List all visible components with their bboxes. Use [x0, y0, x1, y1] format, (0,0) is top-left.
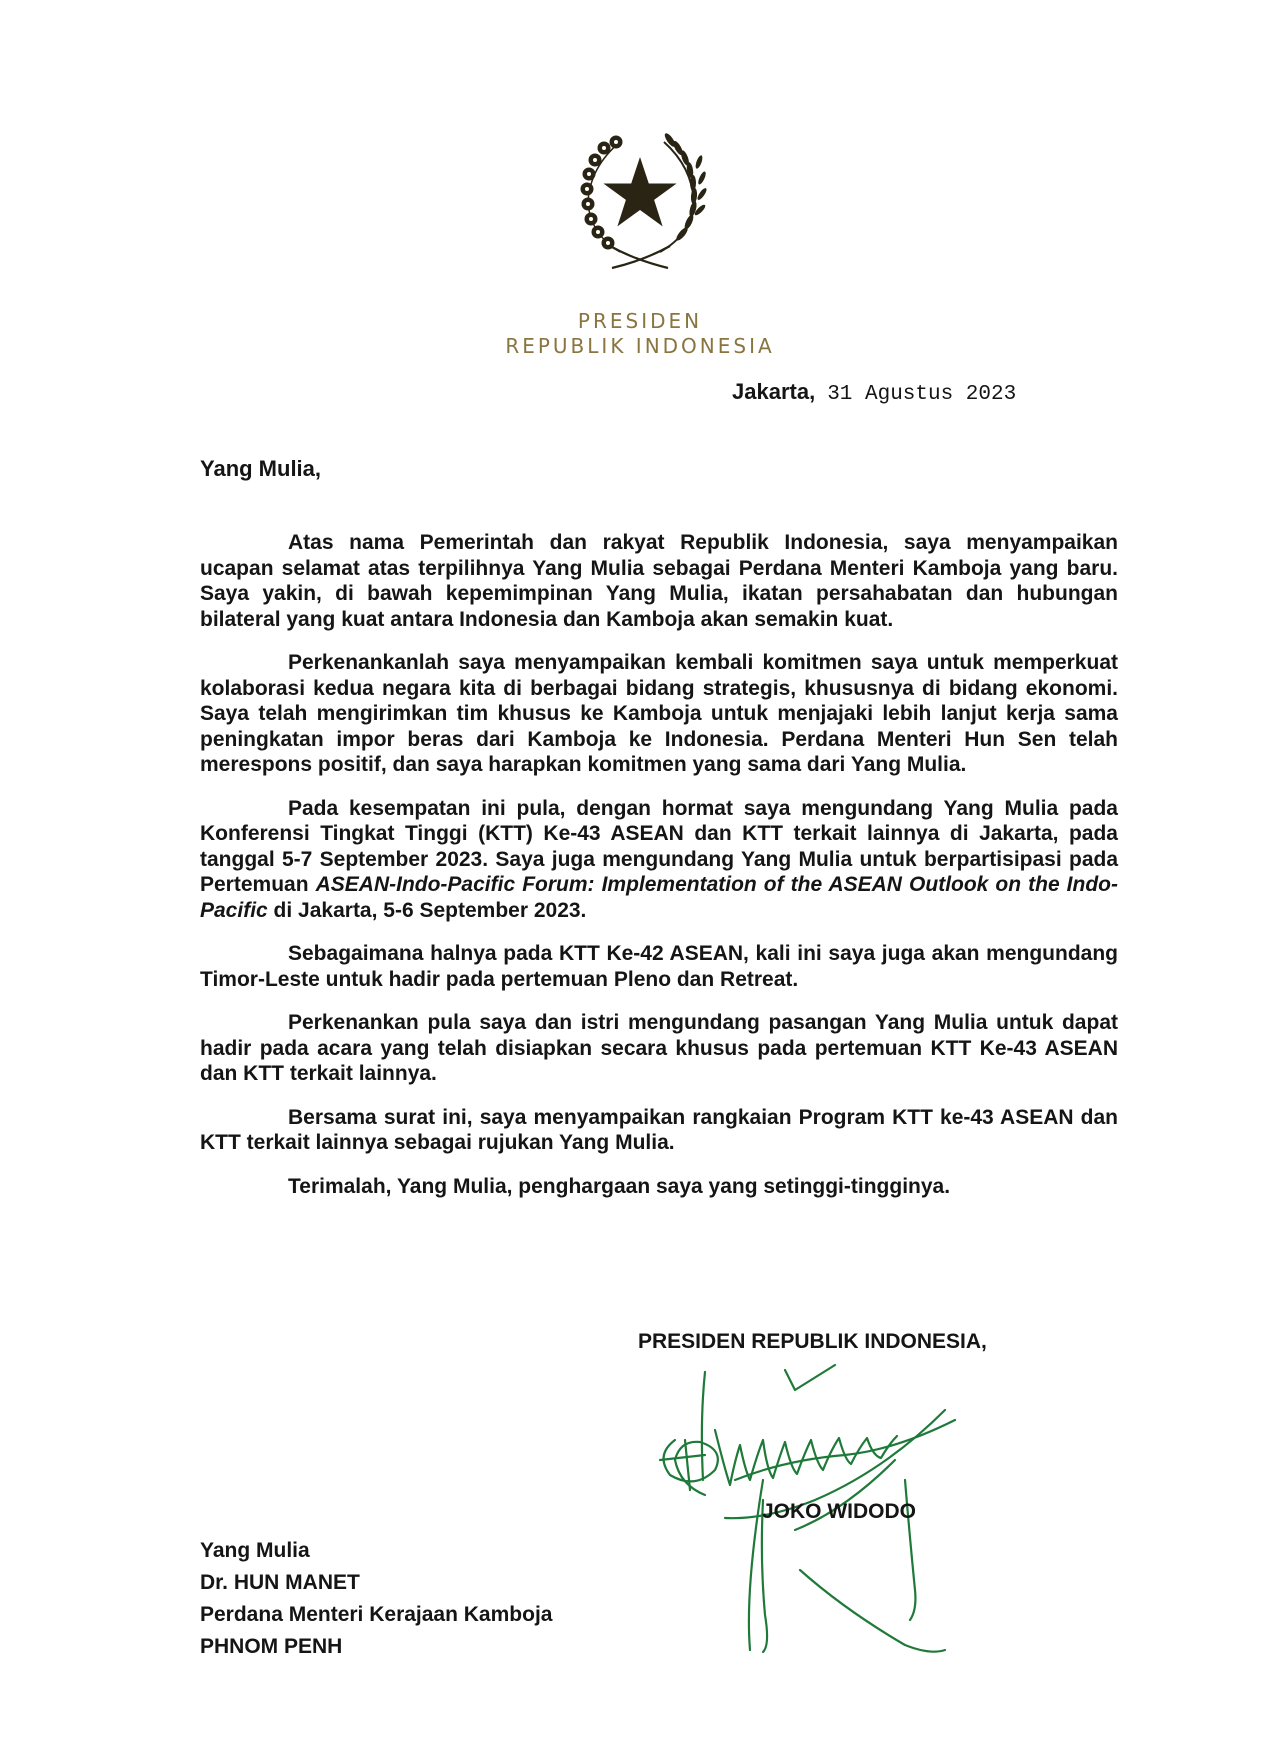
salutation: Yang Mulia,: [200, 456, 322, 481]
paragraph: Bersama surat ini, saya menyampaikan rangkaian Program KTT ke-43 ASEAN dan KTT terkait lainnya sebagai rujukan Yang Mulia.: [200, 1105, 1118, 1154]
closing-title: PRESIDEN REPUBLIK INDONESIA,: [638, 1330, 987, 1353]
paragraph-text: Pada kesempatan ini pula, dengan hormat saya mengundang Yang Mulia pada Konferensi Tingkat Tinggi (KTT) Ke-43 ASEAN dan KTT terkait lainnya di Jakarta, pada tanggal 5-7 September 2023. Saya juga mengundang Yang Mulia untuk berpartisipasi pada Pertemuan: [200, 796, 1118, 896]
addressee-city: PHNOM PENH: [200, 1635, 343, 1658]
paragraph: Perkenankanlah saya menyampaikan kembali komitmen saya untuk memperkuat kolaborasi kedua negara kita di berbagai bidang strategis, khususnya di bidang ekonomi. Saya telah mengirimkan tim khusus ke Kamboja untuk menjajaki lebih lanjut kerja sama peningkatan impor beras dari Kamboja ke Indonesia. Perdana Menteri Hun Sen telah merespons positif, dan saya harapkan komitmen yang sama dari Yang Mulia.: [200, 651, 1118, 776]
addressee-block: [200, 1535, 552, 1663]
addressee-name: Dr. HUN MANET: [200, 1571, 360, 1594]
paragraph-text: di Jakarta, 5-6 September 2023.: [267, 898, 587, 922]
paragraph: Terimalah, Yang Mulia, penghargaan saya yang setinggi-tingginya.: [288, 1174, 951, 1198]
letter-body: [200, 530, 1118, 1217]
letterhead-subtitle: REPUBLIK INDONESIA: [505, 334, 775, 358]
paragraph: Atas nama Pemerintah dan rakyat Republik Indonesia, saya menyampaikan ucapan selamat atas terpilihnya Yang Mulia sebagai Perdana Menteri Kamboja yang baru. Saya yakin, di bawah kepemimpinan Yang Mulia, ikatan persahabatan dan hubungan bilateral yang kuat antara Indonesia dan Kamboja akan semakin kuat.: [200, 531, 1118, 631]
paragraph: [200, 796, 1118, 924]
addressee-honorific: Yang Mulia: [200, 1539, 310, 1562]
date-value: 31 Agustus 2023: [827, 383, 1017, 406]
date-city: Jakarta,: [732, 379, 816, 404]
paragraph: Perkenankan pula saya dan istri mengundang pasangan Yang Mulia untuk dapat hadir pada acara yang telah disiapkan secara khusus pada pertemuan KTT Ke-43 ASEAN dan KTT terkait lainnya.: [200, 1011, 1118, 1085]
forum-title: ASEAN-Indo-Pacific Forum: Implementation of the ASEAN Outlook on the Indo-Pacific: [200, 873, 1118, 922]
signer-name: JOKO WIDODO: [762, 1500, 917, 1523]
presidential-star-wreath-icon: [560, 122, 720, 282]
paragraph: Sebagaimana halnya pada KTT Ke-42 ASEAN, kali ini saya juga akan mengundang Timor-Leste untuk hadir pada pertemuan Pleno dan Retreat.: [200, 942, 1118, 991]
addressee-title: Perdana Menteri Kerajaan Kamboja: [200, 1603, 553, 1626]
letter-date: [732, 378, 1016, 409]
letterhead-title: PRESIDEN: [577, 309, 703, 333]
